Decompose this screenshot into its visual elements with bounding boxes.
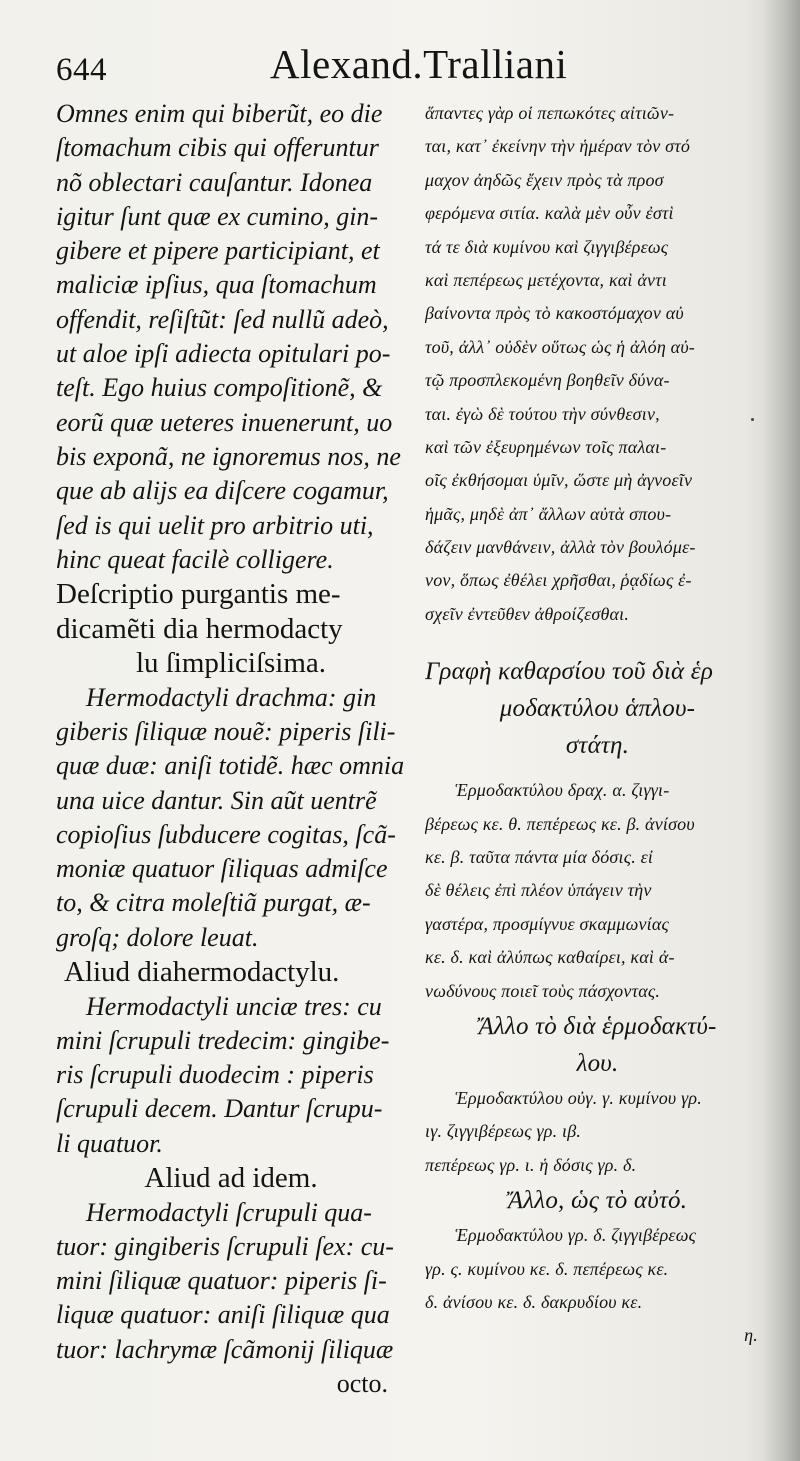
latin-recipe <box>56 990 406 1161</box>
latin-line: ſtomachum cibis qui offeruntur <box>56 133 379 163</box>
latin-line: maliciæ ipſius, qua ſtomachum <box>56 270 377 300</box>
latin-heading-line: lu ſimpliciſsima. <box>135 647 327 680</box>
greek-line: Ἑρμοδακτύλου γρ. δ. ζιγγιβέρεως <box>455 1225 697 1246</box>
greek-recipe <box>425 774 770 1008</box>
latin-line: tuor: gingiberis ſcrupuli ſex: cu- <box>56 1231 394 1261</box>
latin-line: Hermodactyli ſcrupuli qua- <box>86 1197 372 1227</box>
greek-heading <box>425 1008 770 1082</box>
latin-line: copioſius ſubducere cogitas, ſcã- <box>56 819 396 849</box>
running-head: Alexand.Tralliani <box>270 41 568 87</box>
latin-heading: Aliud ad idem. <box>144 1162 318 1195</box>
greek-line: καὶ τῶν ἐξευρημένων τοῖς παλαι- <box>425 436 667 457</box>
greek-line: οῖς ἐκθήσομαι ὑμῖν, ὥστε μὴ ἀγνοεῖν <box>425 470 693 491</box>
latin-recipe <box>56 1196 406 1402</box>
greek-heading-line: Γραφὴ καθαρσίου τοῦ διὰ ἑρ <box>425 658 714 686</box>
latin-line: Hermodactyli unciæ tres: cu <box>86 991 382 1021</box>
greek-line: τῷ προσπλεκομένη βοηθεῖν δύνα- <box>425 370 670 391</box>
latin-paragraph <box>56 97 406 577</box>
latin-line: teſt. Ego huius compoſitionẽ, & <box>56 373 383 403</box>
catchword: η. <box>744 1325 758 1346</box>
greek-line: φερόμενα σιτία. καλὰ μὲν οὖν ἐστὶ <box>425 203 674 224</box>
greek-line: ἡμᾶς, μηδὲ ἀπ᾽ ἄλλων αὐτὰ σπου- <box>425 503 672 524</box>
greek-line: ἅπαντες γὰρ οἱ πεπωκότες αἰτιῶν- <box>425 103 675 123</box>
greek-line: κε. δ. καὶ ἀλύπως καθαίρει, καὶ ἀ- <box>425 947 675 968</box>
greek-heading: Ἄλλο, ὡς τὸ αὐτό. <box>507 1187 688 1215</box>
catchword: octo. <box>336 1369 388 1398</box>
latin-line: quæ duæ: aniſi totidẽ. hæc omnia <box>56 751 405 781</box>
greek-line: νον, ὅπως ἐθέλει χρῆσθαι, ῥᾳδίως ἐ- <box>425 570 692 591</box>
greek-heading-line: Ἄλλο τὸ διὰ ἑρμοδακτύ- <box>478 1012 717 1040</box>
greek-line: πεπέρεως γρ. ι. ἡ δόσις γρ. δ. <box>425 1154 637 1175</box>
greek-line: σχεῖν ἐντεῦθεν ἀθροίζεσθαι. <box>425 603 630 624</box>
latin-heading-line: Deſcriptio purgantis me- <box>56 578 341 611</box>
greek-line: τοῦ, ἀλλ᾽ οὐδὲν οὕτως ὡς ἡ ἀλόη αὐ- <box>425 336 695 357</box>
latin-line: que ab alijs ea diſcere cogamur, <box>56 476 389 506</box>
latin-line: Hermodactyli drachma: gin <box>86 682 377 712</box>
latin-column <box>56 97 406 1401</box>
latin-line: mini ſcrupuli tredecim: gingibe- <box>56 1025 390 1055</box>
latin-line: offendit, reſiſtũt: ſed nullũ adeò, <box>56 304 389 334</box>
greek-line: δὲ θέλεις ἐπὶ πλέον ὑπάγειν τὴν <box>425 880 652 901</box>
greek-paragraph <box>425 97 770 631</box>
latin-recipe <box>56 681 406 955</box>
greek-line: γαστέρα, προσμίγνυε σκαμμωνίας <box>425 913 670 934</box>
greek-column <box>425 97 770 1353</box>
greek-line: βαίνοντα πρὸς τὸ κακοστόμαχον αὐ <box>425 303 684 324</box>
greek-line: ιγ. ζιγγιβέρεως γρ. ιβ. <box>425 1121 582 1142</box>
greek-line: καὶ πεπέρεως μετέχοντα, καὶ ἀντι <box>425 269 668 290</box>
latin-line: bis exponã, ne ignoremus nos, ne <box>56 441 401 471</box>
latin-line: ſed is qui uelit pro arbitrio uti, <box>56 510 374 540</box>
latin-line: gibere et pipere participiant, et <box>56 236 380 266</box>
latin-line: Omnes enim qui biberũt, eo die <box>56 99 383 128</box>
greek-heading-line: λου. <box>576 1049 619 1077</box>
greek-line: γρ. ς. κυμίνου κε. δ. πεπέρεως κε. <box>425 1258 669 1279</box>
greek-line: βέρεως κε. θ. πεπέρεως κε. β. ἀνίσου <box>425 813 695 834</box>
latin-line: liquæ quatuor: aniſi ſiliquæ qua <box>56 1300 390 1330</box>
latin-line: mini ſiliquæ quatuor: piperis ſi- <box>56 1266 387 1296</box>
greek-line: τά τε διὰ κυμίνου καὶ ζιγγιβέρεως <box>425 236 669 257</box>
greek-recipe <box>425 1082 770 1182</box>
latin-line: giberis ſiliquæ nouẽ: piperis ſili- <box>56 716 396 746</box>
greek-line: δ. ἀνίσου κε. δ. δακρυδίου κε. <box>425 1291 643 1312</box>
greek-line: Ἑρμοδακτύλου οὐγ. γ. κυμίνου γρ. <box>455 1087 702 1108</box>
latin-heading: Aliud diahermodactylu. <box>64 956 340 989</box>
greek-line: ται, κατ᾽ ἐκείνην τὴν ἡμέραν τὸν στό <box>425 136 691 157</box>
latin-heading <box>56 577 406 681</box>
latin-line: li quatuor. <box>56 1128 163 1158</box>
latin-line: nõ oblectari cauſantur. Idonea <box>56 167 373 197</box>
latin-line: eorũ quæ ueteres inuenerunt, uo <box>56 407 393 437</box>
greek-line: νωδύνους ποιεῖ τοὺς πάσχοντας. <box>425 980 661 1001</box>
greek-line: ται. ἐγὼ δὲ τούτου τὴν σύνθεσιν, <box>425 403 660 424</box>
greek-line: Ἑρμοδακτύλου δραχ. α. ζιγγι- <box>455 780 670 801</box>
latin-line: una uice dantur. Sin aũt uentrẽ <box>56 785 377 815</box>
greek-heading <box>425 653 770 764</box>
greek-line: μαχον ἀηδῶς ἔχειν πρὸς τὰ προσ <box>425 169 664 190</box>
latin-line: to, & citra moleſtiã purgat, æ- <box>56 888 371 918</box>
latin-heading-line: dicamẽti dia hermodacty <box>56 612 343 645</box>
latin-line: hinc queat facilè colligere. <box>56 544 334 574</box>
latin-line: groſq; dolore leuat. <box>56 922 259 952</box>
greek-heading-line: μοδακτύλου ἁπλου- <box>499 695 696 723</box>
latin-line: ut aloe ipſi adiecta opitulari po- <box>56 339 391 369</box>
greek-line: κε. β. ταῦτα πάντα μία δόσις. εἰ <box>425 847 654 868</box>
page-number: 644 <box>56 52 107 88</box>
greek-line: δάζειν μανθάνειν, ἀλλὰ τὸν βουλόμε- <box>425 537 696 558</box>
greek-recipe <box>425 1219 770 1353</box>
latin-line: moniæ quatuor ſiliquas admiſce <box>56 854 388 884</box>
latin-line: ris ſcrupuli duodecim : piperis <box>56 1060 374 1090</box>
latin-line: tuor: lachrymæ ſcãmonij ſiliquæ <box>56 1334 394 1364</box>
greek-heading-line: στάτη. <box>565 732 630 760</box>
page-header <box>56 38 776 94</box>
latin-line: igitur ſunt quæ ex cumino, gin- <box>56 201 379 231</box>
latin-line: ſcrupuli decem. Dantur ſcrupu- <box>56 1094 383 1124</box>
